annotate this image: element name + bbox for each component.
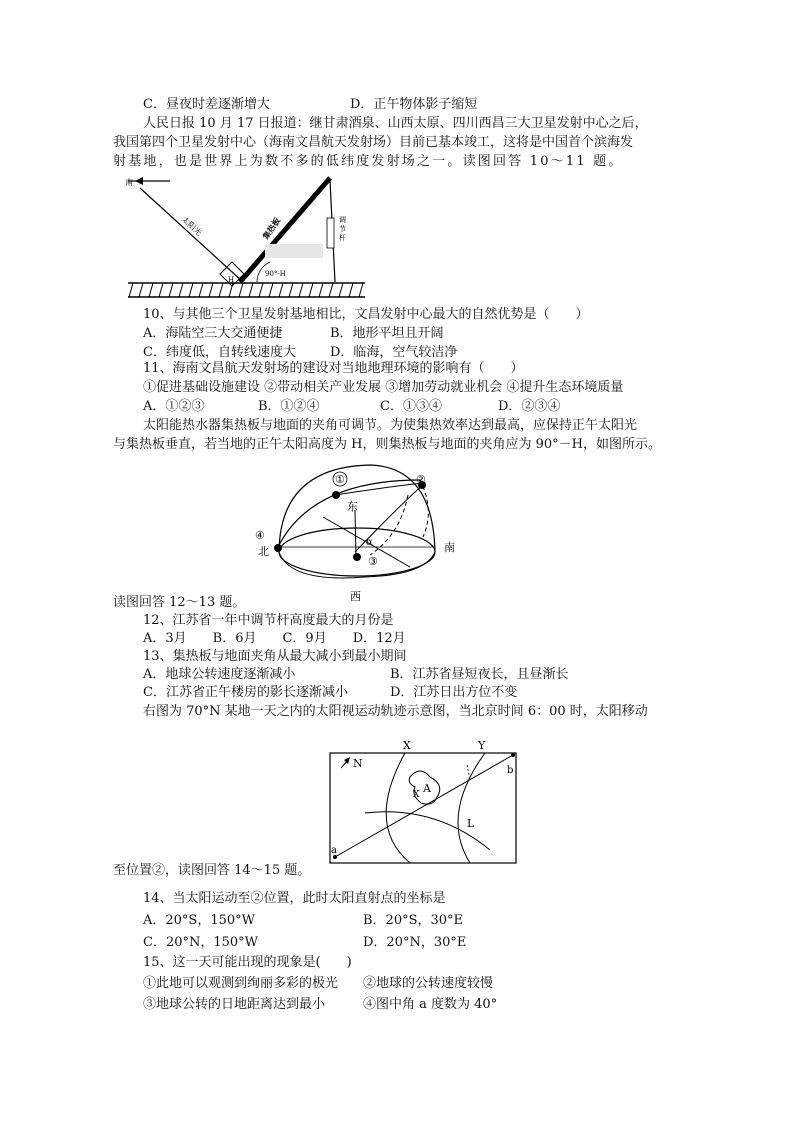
q13-option-c: C．江苏省正午楼房的影长逐渐减小: [143, 685, 348, 700]
solar-panel-figure: [125, 170, 370, 305]
q14-option-d: D．20°N，30°E: [363, 935, 467, 950]
west-label: 西: [350, 590, 361, 603]
point-2-label: ②: [416, 473, 426, 486]
q11-option-c: C．①③④: [380, 399, 442, 414]
x-point-label: X: [413, 790, 420, 800]
q13-option-a: A．地球公转速度逐渐减小: [143, 667, 296, 682]
q14-option-b: B．20°S，30°E: [363, 913, 464, 928]
instruction-line: 至位置②，读图回答 14～15 题。: [113, 863, 311, 878]
q10-option-c: C．纬度低，自转线速度大: [143, 345, 296, 360]
point-3-label: ③: [368, 555, 378, 568]
sun-path-hemisphere-figure: [250, 455, 465, 605]
q11-option-d: D．②③④: [498, 399, 561, 414]
passage-line: 与集热板垂直，若当地的正午太阳高度为 H，则集热板与地面的夹角应为 90°－H，如图所示。: [113, 437, 661, 452]
q14-option-a: A．20°S，150°W: [143, 913, 256, 928]
polar-sun-track-figure: [325, 735, 525, 865]
q12-options: A．3月 B．6月 C．9月 D．12月: [143, 631, 406, 646]
q15-statement-2: ②地球的公转速度较慢: [363, 976, 494, 991]
q11-statements: ①促进基础设施建设 ②带动相关产业发展 ③增加劳动就业机会 ④提升生态环境质量: [143, 380, 624, 395]
passage-line: 人民日报 10 月 17 日报道：继甘肃酒泉、山西太原、四川西昌三大卫星发射中心之后，: [143, 116, 648, 131]
b-point-label: b: [507, 765, 514, 776]
q14-option-c: C．20°N，150°W: [143, 935, 259, 950]
option-d-line: D．正午物体影子缩短: [350, 97, 478, 112]
question-15: 15、这一天可能出现的现象是( ): [143, 955, 352, 970]
point-4-label: ④: [255, 529, 265, 542]
angle-90-minus-h-label: 90°-H: [265, 270, 286, 278]
option-c-line: C．昼夜时差逐渐增大: [143, 97, 270, 112]
rod-label: 调节杆: [339, 216, 346, 242]
q13-option-d: D．江苏日出方位不变: [390, 685, 518, 700]
south-label: 南: [125, 178, 133, 187]
q10-option-d: D．临海，空气较洁净: [330, 345, 458, 360]
l-label: L: [467, 817, 475, 830]
question-12: 12、江苏省一年中调节杆高度最大的月份是: [143, 613, 394, 628]
angle-h-label: H: [228, 276, 235, 284]
q10-option-b: B．地形平坦且开阔: [330, 326, 444, 341]
q10-option-a: A．海陆空三大交通便捷: [143, 326, 283, 341]
alpha-label: α: [366, 537, 373, 548]
question-10: 10、与其他三个卫星发射基地相比，文昌发射中心最大的自然优势是（ ）: [143, 307, 589, 322]
a-point-label: a: [331, 845, 337, 856]
q11-option-a: A．①②③: [143, 399, 205, 414]
y-label: Y: [478, 739, 486, 752]
x-label: X: [403, 739, 411, 752]
instruction-line: 读图回答 12～13 题。: [113, 595, 246, 610]
passage-line: 太阳能热水器集热板与地面的夹角可调节。为使集热效率达到最高，应保持正午太阳光: [143, 418, 638, 433]
q11-option-b: B．①②④: [258, 399, 320, 414]
point-1-label: ①: [335, 473, 345, 486]
sunlight-label: 太阳光: [179, 214, 204, 238]
question-14: 14、当太阳运动至②位置，此时太阳直射点的坐标是: [143, 891, 446, 906]
south-label: 南: [444, 541, 455, 554]
panel-label: 集热板: [260, 215, 283, 242]
passage-line: 射基地，也是世界上为数不多的低纬度发射场之一。读图回答 10～11 题。: [113, 154, 624, 169]
passage-line: 我国第四个卫星发射中心（海南文昌航天发射场）目前已基本竣工，这将是中国首个滨海发: [113, 135, 634, 150]
q13-option-b: B．江苏省昼短夜长，且昼渐长: [390, 667, 569, 682]
east-label: 东: [347, 500, 358, 513]
question-13: 13、集热板与地面夹角从最大减小到最小期间: [143, 649, 407, 664]
q15-statement-4: ④图中角 a 度数为 40°: [363, 997, 498, 1012]
a-region-label: A: [423, 782, 431, 795]
q15-statement-3: ③地球公转的日地距离达到最小: [143, 997, 326, 1012]
passage-line: 右图为 70°N 某地一天之内的太阳视运动轨迹示意图，当北京时间 6：00 时，太阳移动: [143, 704, 648, 719]
north-label: 北: [258, 545, 269, 558]
north-arrow-label: N: [353, 757, 363, 770]
q15-statement-1: ①此地可以观测到绚丽多彩的极光: [143, 976, 339, 991]
question-11: 11、海南文昌航天发射场的建设对当地地理环境的影响有（ ）: [143, 361, 524, 376]
